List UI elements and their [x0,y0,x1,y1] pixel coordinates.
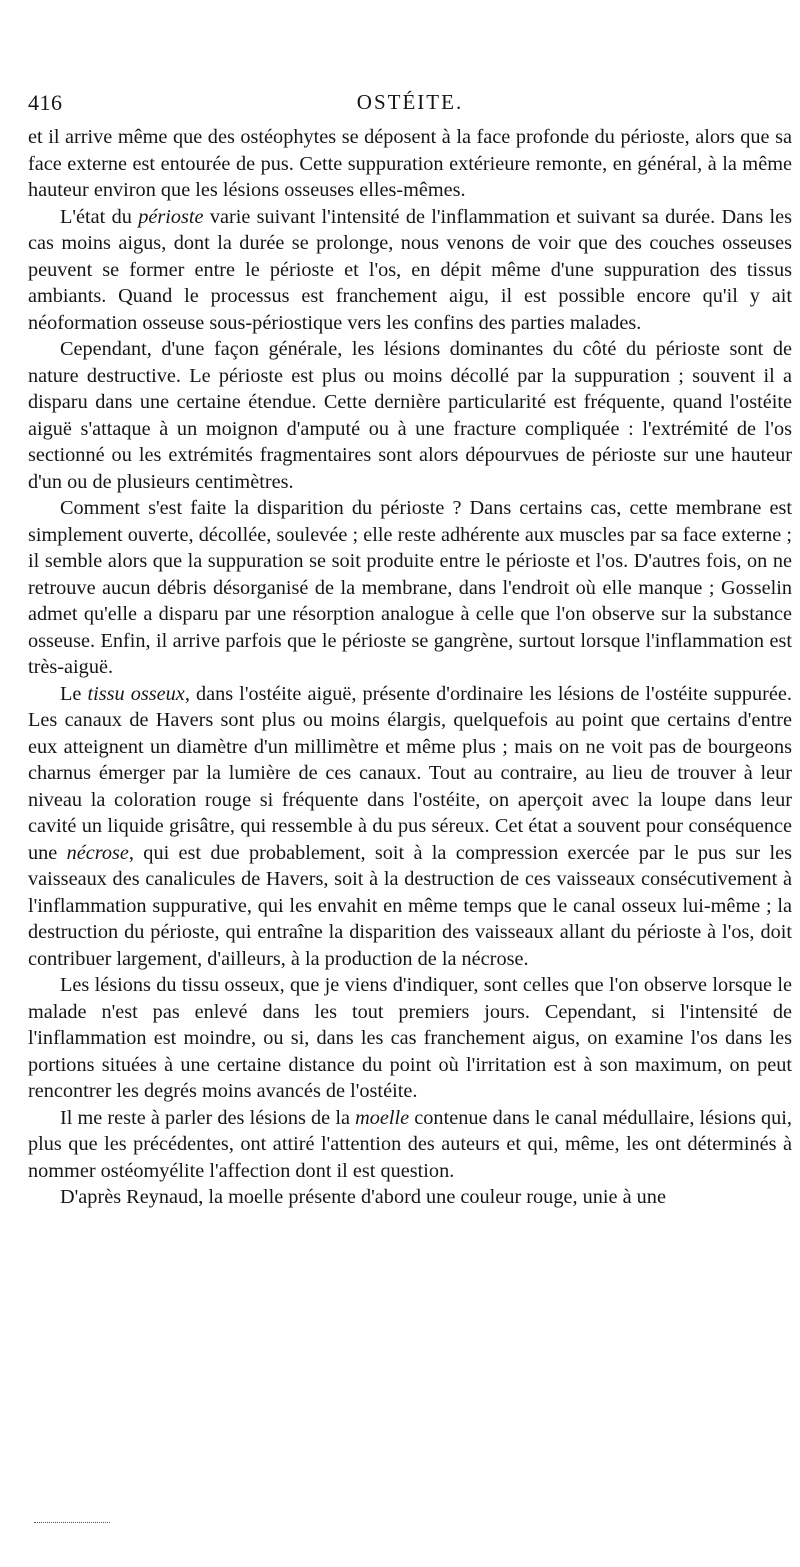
italic-term: moelle [355,1106,410,1129]
paragraph-2 [28,204,792,337]
text-segment: Les lésions du tissu osseux, que je viens d'indiquer, sont celles que l'on observe lorsque le malade n'est pas enlevé dans les tout premiers jours. Cependant, si l'intensité de l'inflammation est moindre, ou si, dans les cas franchement aigus, on examine l'os dans les portions situées à une certaine distance du point où l'irritation est à son maximum, on peut rencontrer les degrés moins avancés de l'ostéite. [28,974,792,1102]
italic-term: nécrose [66,841,129,864]
page-header [28,84,792,124]
running-head: OSTÉITE. [356,90,464,114]
text-segment: , dans l'ostéite aiguë, présente d'ordinaire les lésions de l'ostéite suppurée. Les canaux de Havers sont plus ou moins élargis, quelquefois au point que certains d'entre eux atteignent un diamètre d'un millimètre et même plus ; mais on ne voit pas de bourgeons charnus émerger par la lumière de ces canaux. Tout au contraire, au lieu de trouver à leur niveau la coloration rouge si fréquente dans l'ostéite, on aperçoit avec la loupe dans leur cavité un liquide grisâtre, qui ressemble à du pus séreux. Cet état a souvent pour conséquence une [28,682,793,864]
paragraph-7 [28,1105,792,1185]
page-number: 416 [28,90,63,115]
paragraph-4 [28,495,792,681]
book-page [28,84,792,1211]
body-text [28,124,792,1211]
text-segment: D'après Reynaud, la moelle présente d'abord une couleur rouge, unie à une [60,1186,666,1208]
text-segment: Cependant, d'une façon générale, les lésions dominantes du côté du périoste sont de nature destructive. Le périoste est plus ou moins décollé par la suppuration ; souvent il a disparu dans une certaine étendue. Cette dernière particularité est fréquente, quand l'ostéite aiguë s'attaque à un moignon d'amputé ou à une fracture compliquée : l'extrémité de l'os sectionné ou les extrémités fragmentaires sont alors dépourvues de périoste sur une hauteur d'un ou de plusieurs centimètres. [28,338,792,493]
italic-term: périoste [138,205,204,228]
paragraph-1 [28,124,792,204]
text-segment: , qui est due probablement, soit à la compression exercée par le pus sur les vaisseaux des canalicules de Havers, soit à la destruction de ces vaisseaux consécutivement à l'inflammation suppurative, qui les envahit en même temps que le canal osseux lui-même ; la destruction du périoste, qui entraîne la disparition des vaisseaux allant du périoste à l'os, doit contribuer largement, d'ailleurs, à la production de la nécrose. [28,841,792,970]
paragraph-6 [28,972,792,1105]
text-segment: L'état du [60,205,139,228]
paragraph-3 [28,336,792,495]
italic-term: tissu osseux [87,682,185,705]
footer-dotted-rule [34,1522,110,1523]
text-segment: contenue dans le canal médullaire, lésions qui, plus que les précédentes, ont attiré l'attention des auteurs et qui, même, les ont déterminés à nommer ostéomyélite l'affection dont il est question. [28,1106,792,1182]
text-segment: Il me reste à parler des lésions de la [60,1106,356,1129]
text-segment: Le [60,682,88,705]
text-segment: varie suivant l'intensité de l'inflammation et suivant sa durée. Dans les cas moins aigus, dont la durée se prolonge, nous venons de voir que des couches osseuses peuvent se former entre le périoste et l'os, en dépit même d'une suppuration des tissus ambiants. Quand le processus est franchement aigu, il est possible encore qu'il y ait néoformation osseuse sous-périostique vers les confins des parties malades. [28,205,792,334]
paragraph-8 [28,1184,792,1211]
paragraph-5 [28,681,792,973]
text-segment: et il arrive même que des ostéophytes se déposent à la face profonde du périoste, alors que sa face externe est entourée de pus. Cette suppuration extérieure remonte, en général, à la même hauteur environ que les lésions osseuses elles-mêmes. [28,126,792,201]
text-segment: Comment s'est faite la disparition du périoste ? Dans certains cas, cette membrane est simplement ouverte, décollée, soulevée ; elle reste adhérente aux muscles par sa face externe ; il semble alors que la suppuration se soit produite entre le périoste et l'os. D'autres fois, on ne retrouve aucun débris désorganisé de la membrane, dans l'endroit où elle manque ; Gosselin admet qu'elle a disparu par une résorption analogue à celle que l'on observe sur la substance osseuse. Enfin, il arrive parfois que le périoste se gangrène, surtout lorsque l'inflammation est très-aiguë. [28,497,792,678]
